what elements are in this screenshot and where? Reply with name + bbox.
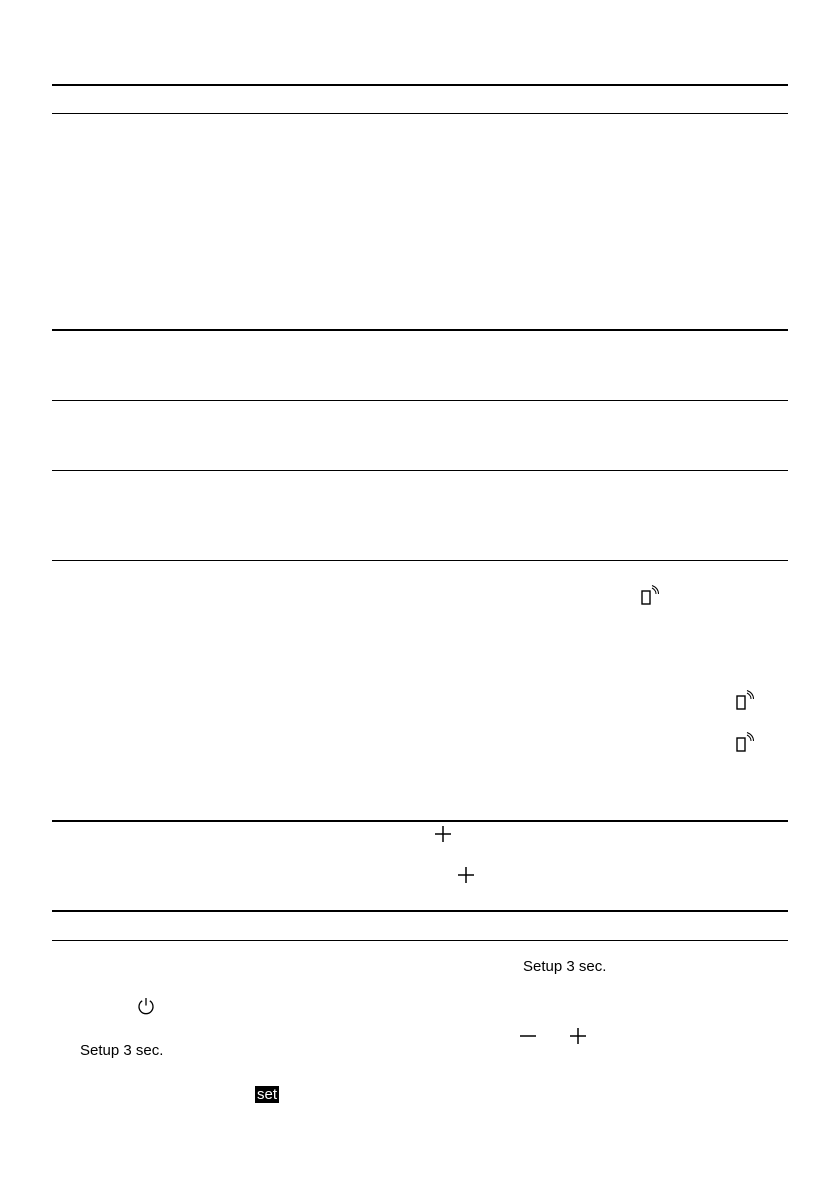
row-separator-4 bbox=[52, 560, 788, 561]
remote-start-icon bbox=[735, 732, 757, 754]
setup-label-left: Setup 3 sec. bbox=[80, 1042, 164, 1059]
table-header-rule bbox=[52, 113, 788, 114]
remote-start-icon bbox=[735, 690, 757, 712]
minus-icon bbox=[519, 1027, 537, 1045]
row-separator-2 bbox=[52, 400, 788, 401]
row-separator-3 bbox=[52, 470, 788, 471]
plus-icon bbox=[434, 825, 452, 843]
remote-start-icon bbox=[640, 585, 662, 607]
table2-top-rule bbox=[52, 910, 788, 912]
plus-icon bbox=[457, 866, 475, 884]
setup-label-right: Setup 3 sec. bbox=[523, 958, 607, 975]
table-top-rule bbox=[52, 84, 788, 86]
row-separator-1 bbox=[52, 329, 788, 331]
power-icon bbox=[136, 996, 156, 1016]
plus-icon bbox=[569, 1027, 587, 1045]
row-separator-5 bbox=[52, 820, 788, 822]
table2-header-rule bbox=[52, 940, 788, 941]
set-badge: set bbox=[257, 1086, 278, 1103]
